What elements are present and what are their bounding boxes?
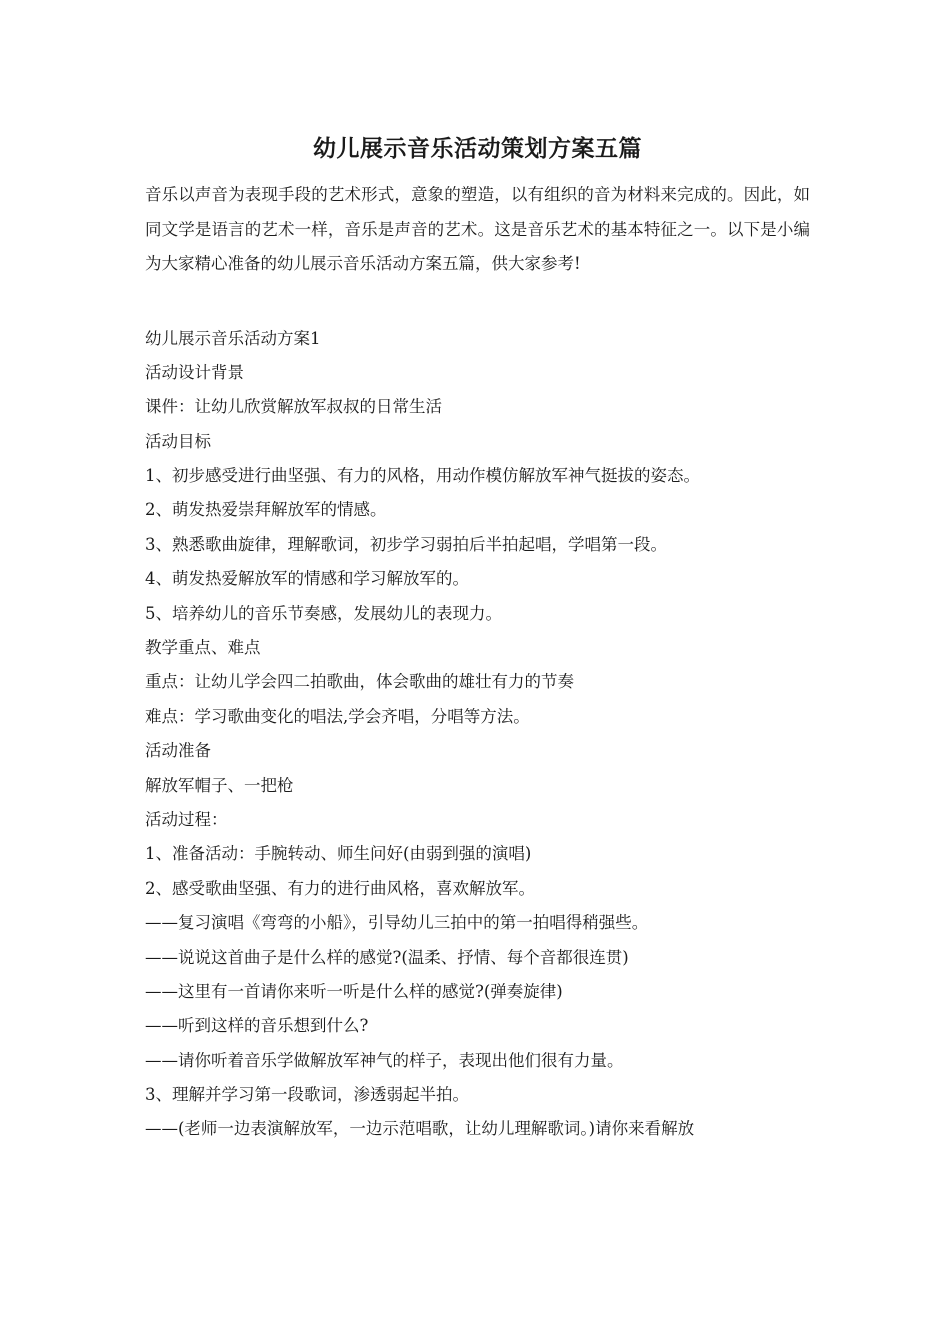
goal-item: 3、熟悉歌曲旋律，理解歌词，初步学习弱拍后半拍起唱，学唱第一段。	[145, 534, 667, 554]
process-substep: ——(老师一边表演解放军，一边示范唱歌，让幼儿理解歌词。)请你来看解放	[145, 1119, 695, 1139]
goal-item: 5、培养幼儿的音乐节奏感，发展幼儿的表现力。	[145, 603, 502, 623]
process-step: 1、准备活动：手腕转动、师生问好(由弱到强的演唱)	[145, 844, 532, 864]
goal-item: 1、初步感受进行曲坚强、有力的风格，用动作模仿解放军神气挺拔的姿态。	[145, 466, 700, 486]
section-heading: 幼儿展示音乐活动方案1	[145, 328, 321, 348]
process-step: 2、感受歌曲坚强、有力的进行曲风格，喜欢解放军。	[145, 878, 535, 898]
document-page	[145, 126, 810, 1147]
body-line: 解放军帽子、一把枪	[145, 775, 294, 795]
subheading-goals: 活动目标	[145, 431, 211, 451]
document-title: 幼儿展示音乐活动策划方案五篇	[313, 135, 642, 162]
subheading-preparation: 活动准备	[145, 741, 211, 761]
body-lines	[145, 322, 810, 1147]
process-substep: ——请你听着音乐学做解放军神气的样子，表现出他们很有力量。	[145, 1050, 624, 1070]
intro-paragraph: 音乐以声音为表现手段的艺术形式，意象的塑造，以有组织的音为材料来完成的。因此，如同文学是语言的艺术一样，音乐是声音的艺术。这是音乐艺术的基本特征之一。以下是小编为大家精心准备的幼儿展示音乐活动方案五篇，供大家参考!	[145, 185, 810, 273]
goal-item: 4、萌发热爱解放军的情感和学习解放军的。	[145, 569, 469, 589]
process-substep: ——复习演唱《弯弯的小船》，引导幼儿三拍中的第一拍唱得稍强些。	[145, 913, 649, 933]
body-line: 课件：让幼儿欣赏解放军叔叔的日常生活	[145, 397, 442, 417]
subheading-background: 活动设计背景	[145, 362, 244, 382]
goal-item: 2、萌发热爱崇拜解放军的情感。	[145, 500, 387, 520]
process-substep: ——这里有一首请你来听一听是什么样的感觉?(弹奏旋律)	[145, 981, 563, 1001]
subheading-key-points: 教学重点、难点	[145, 638, 261, 658]
process-substep: ——听到这样的音乐想到什么?	[145, 1016, 369, 1036]
body-line: 难点：学习歌曲变化的唱法,学会齐唱，分唱等方法。	[145, 706, 530, 726]
subheading-process: 活动过程：	[145, 809, 228, 829]
process-step: 3、理解并学习第一段歌词，渗透弱起半拍。	[145, 1085, 469, 1105]
body-line: 重点：让幼儿学会四二拍歌曲，体会歌曲的雄壮有力的节奏	[145, 672, 574, 692]
process-substep: ——说说这首曲子是什么样的感觉?(温柔、抒情、每个音都很连贯)	[145, 947, 629, 967]
paragraph-gap	[145, 282, 810, 322]
